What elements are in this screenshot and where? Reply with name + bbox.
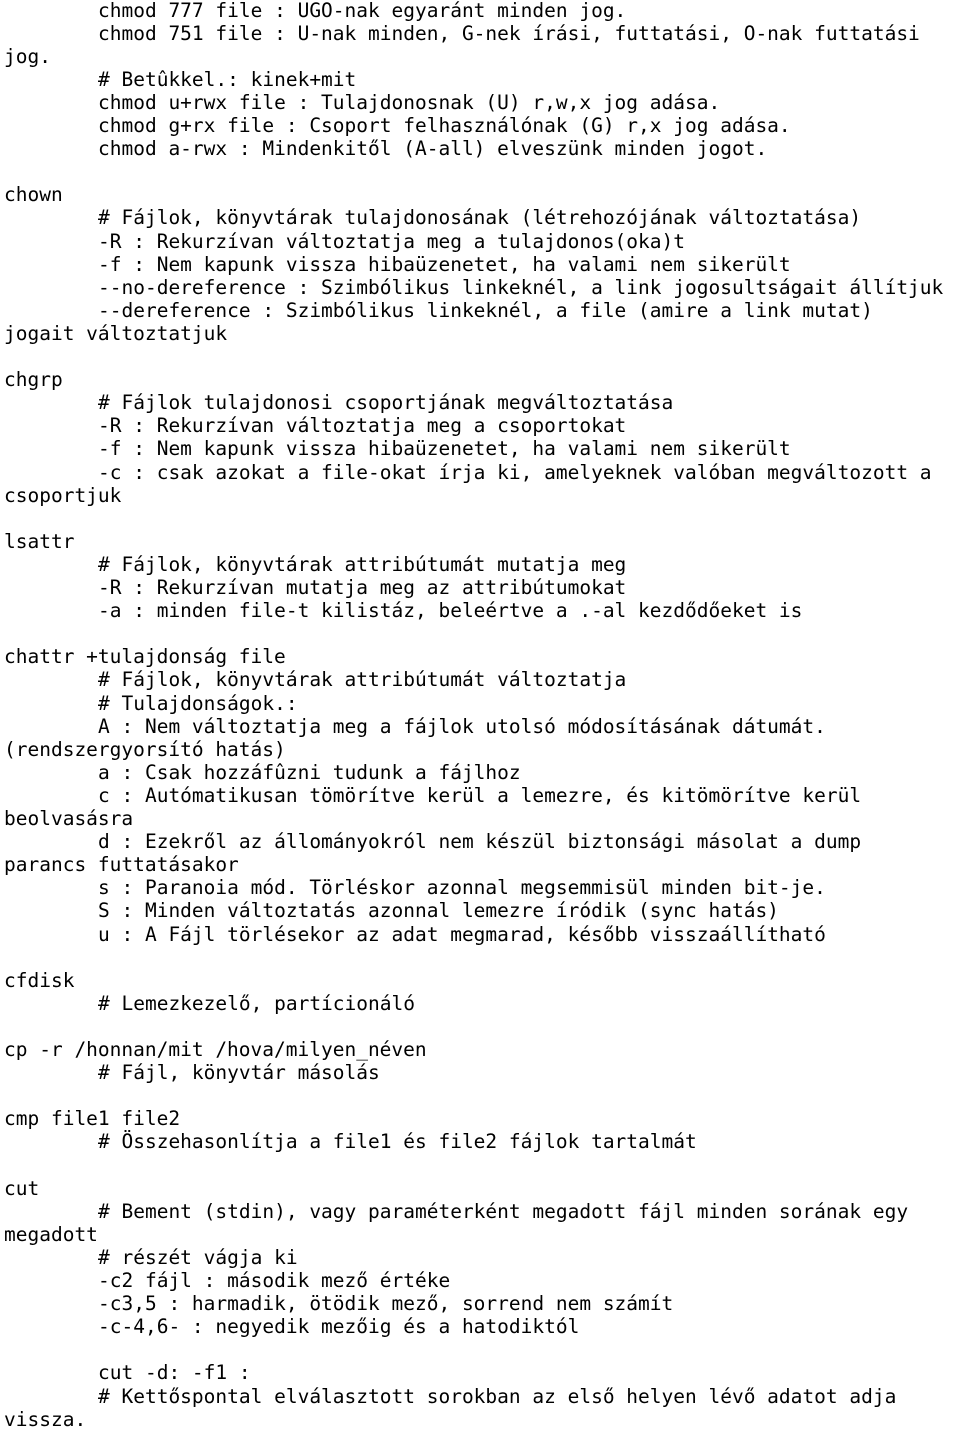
text-line: chmod 751 file : U-nak minden, G-nek írási, futtatási, O-nak futtatási [98,21,920,45]
text-line: lsattr [4,529,75,553]
text-line: # Fájlok, könyvtárak tulajdonosának (létrehozójának változtatása) [98,206,862,230]
text-line: chgrp [4,368,63,392]
text-line: -c-4,6- : negyedik mezőig és a hatodiktól [98,1315,580,1339]
text-line: cp -r /honnan/mit /hova/milyen_néven [4,1038,427,1061]
text-line: cut -d: -f1 : [98,1361,251,1385]
text-line: jog. [4,44,51,68]
text-line: # Fájlok, könyvtárak attribútumát változtatja [98,668,627,692]
text-line: beolvasásra [4,807,134,830]
text-line: -c2 fájl : második mező értéke [98,1269,451,1292]
text-line: cut [4,1176,40,1200]
text-line: # Összehasonlítja a file1 és file2 fájlok tartalmát [98,1130,697,1154]
text-line: parancs futtatásakor [4,853,239,877]
text-line: chmod a-rwx : Mindenkitől (A-all) elveszünk minden jogot. [98,137,768,161]
text-line: cmp file1 file2 [4,1107,181,1131]
text-line: chattr +tulajdonság file [4,645,286,669]
text-line: # Fájlok tulajdonosi csoportjának megváltoztatása [98,391,674,415]
text-line: cfdisk [4,968,75,992]
text-line: -R : Rekurzívan mutatja meg az attribútumokat [98,576,627,599]
text-line: S : Minden változtatás azonnal lemezre íródik (sync hatás) [98,899,779,923]
text-line: a : Csak hozzáfûzni tudunk a fájlhoz [98,760,521,784]
text-line: # Tulajdonságok.: [98,691,298,715]
text-line: csoportjuk [4,483,122,507]
text-line: c : Autómatikusan tömörítve kerül a lemezre, és kitömörítve kerül [98,783,862,807]
text-line: vissza. [4,1407,87,1431]
text-line: --no-dereference : Szimbólikus linkeknél, a link jogosultságait állítjuk [98,275,944,299]
text-line: --dereference : Szimbólikus linkeknél, a file (amire a link mutat) [98,298,873,322]
text-line: # Fájlok, könyvtárak attribútumát mutatja meg [98,552,627,576]
text-line: # Betûkkel.: kinek+mit [98,67,357,91]
text-line: -c : csak azokat a file-okat írja ki, amelyeknek valóban megváltozott a [98,460,932,484]
text-line: -c3,5 : harmadik, ötödik mező, sorrend nem számít [98,1292,674,1316]
text-line: -f : Nem kapunk vissza hibaüzenetet, ha valami nem sikerült [98,252,791,276]
text-line: A : Nem változtatja meg a fájlok utolsó módosításának dátumát. [98,714,826,738]
text-line: chmod u+rwx file : Tulajdonosnak (U) r,w,x jog adása. [98,90,721,114]
text-line: u : A Fájl törlésekor az adat megmarad, később visszaállítható [98,922,826,946]
text-line: # Kettőspontal elválasztott sorokban az első helyen lévő adatot adja [98,1384,897,1408]
text-line: # Lemezkezelő, partícionáló [98,991,415,1015]
text-line: -f : Nem kapunk vissza hibaüzenetet, ha valami nem sikerült [98,437,791,461]
text-line: s : Paranoia mód. Törléskor azonnal megsemmisül minden bit-je. [98,876,826,900]
text-line: # Fájl, könyvtár másolás [98,1061,380,1085]
text-line: chown [4,183,63,207]
text-line: chmod 777 file : UGO-nak egyaránt minden jog. [98,0,627,22]
text-line: -R : Rekurzívan változtatja meg a tulajdonos(oka)t [98,229,685,253]
text-line: # részét vágja ki [98,1245,298,1269]
text-line: # Bement (stdin), vagy paraméterként megadott fájl minden sorának egy [98,1199,909,1223]
text-line: (rendszergyorsító hatás) [4,737,286,761]
text-line: -a : minden file-t kilistáz, beleértve a .-al kezdődőeket is [98,599,803,623]
text-line: chmod g+rx file : Csoport felhasználónak (G) r,x jog adása. [98,114,791,137]
text-line: jogait változtatjuk [4,321,228,345]
text-line: megadott [4,1222,98,1246]
text-line: -R : Rekurzívan változtatja meg a csoportokat [98,414,627,438]
text-line: d : Ezekről az állományokról nem készül biztonsági másolat a dump [98,830,862,854]
